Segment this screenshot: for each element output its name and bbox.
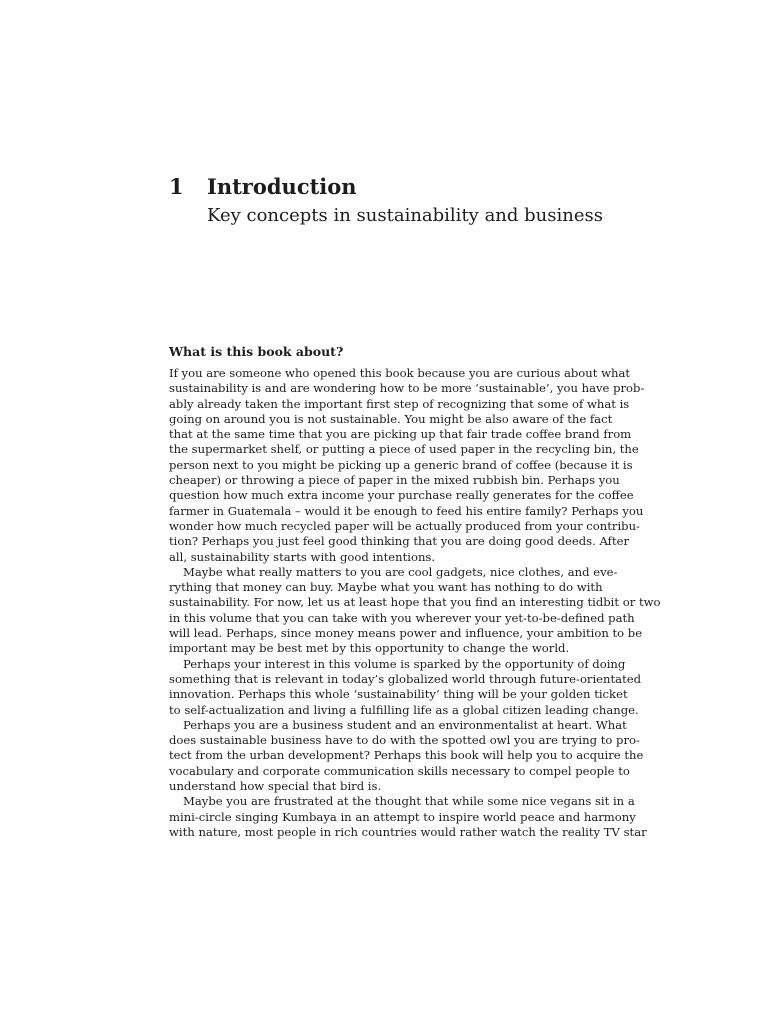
- text-line: understand how special that bird is.: [169, 779, 382, 794]
- text-line: will lead. Perhaps, since money means power and influence, your ambition to be: [169, 626, 643, 641]
- text-line: rything that money can buy. Maybe what you want has nothing to do with: [169, 580, 603, 595]
- section-heading: What is this book about?: [169, 344, 344, 359]
- text-line: all, sustainability starts with good intentions.: [169, 549, 436, 564]
- text-line: question how much extra income your purchase really generates for the coffee: [169, 488, 634, 503]
- text-line: Maybe what really matters to you are cool gadgets, nice clothes, and eve-: [183, 564, 618, 579]
- text-line: cheaper) or throwing a piece of paper in the mixed rubbish bin. Perhaps you: [169, 473, 620, 488]
- text-line: in this volume that you can take with you wherever your yet-to-be-defined path: [169, 610, 635, 625]
- chapter-number: 1: [169, 174, 184, 199]
- text-line: farmer in Guatemala – would it be enough to feed his entire family? Perhaps you: [169, 503, 644, 518]
- chapter-title: Introduction: [207, 174, 357, 199]
- text-line: innovation. Perhaps this whole ‘sustainability’ thing will be your golden ticket: [169, 687, 628, 702]
- text-line: with nature, most people in rich countries would rather watch the reality TV star: [169, 824, 647, 839]
- text-line: the supermarket shelf, or putting a piece of used paper in the recycling bin, the: [169, 442, 639, 457]
- text-line: person next to you might be picking up a generic brand of coffee (because it is: [169, 457, 633, 472]
- text-line: Perhaps your interest in this volume is sparked by the opportunity of doing: [183, 656, 626, 671]
- text-line: Maybe you are frustrated at the thought that while some nice vegans sit in a: [183, 794, 635, 809]
- text-line: important may be best met by this opportunity to change the world.: [169, 641, 570, 656]
- text-line: vocabulary and corporate communication skills necessary to compel people to: [169, 763, 630, 778]
- body-text: [169, 366, 661, 840]
- text-line: to self-actualization and living a fulfilling life as a global citizen leading change.: [169, 702, 639, 717]
- text-line: something that is relevant in today’s globalized world through future-orientated: [169, 671, 642, 686]
- text-line: tect from the urban development? Perhaps this book will help you to acquire the: [169, 748, 644, 763]
- text-line: ably already taken the important first step of recognizing that some of what is: [169, 396, 630, 411]
- text-line: sustainability. For now, let us at least hope that you find an interesting tidbit or two: [169, 595, 661, 610]
- text-line: that at the same time that you are picking up that fair trade coffee brand from: [169, 427, 632, 442]
- text-line: If you are someone who opened this book because you are curious about what: [169, 366, 631, 380]
- text-line: does sustainable business have to do with the spotted owl you are trying to pro-: [169, 733, 640, 748]
- text-line: sustainability is and are wondering how to be more ‘sustainable’, you have prob-: [169, 381, 645, 396]
- text-line: wonder how much recycled paper will be actually produced from your contribu-: [169, 518, 640, 533]
- chapter-subtitle: Key concepts in sustainability and business: [207, 205, 603, 226]
- text-line: Perhaps you are a business student and an environmentalist at heart. What: [183, 717, 627, 732]
- text-line: tion? Perhaps you just feel good thinking that you are doing good deeds. After: [169, 534, 630, 549]
- text-line: going on around you is not sustainable. You might be also aware of the fact: [169, 411, 613, 426]
- text-line: mini-circle singing Kumbaya in an attempt to inspire world peace and harmony: [169, 809, 636, 824]
